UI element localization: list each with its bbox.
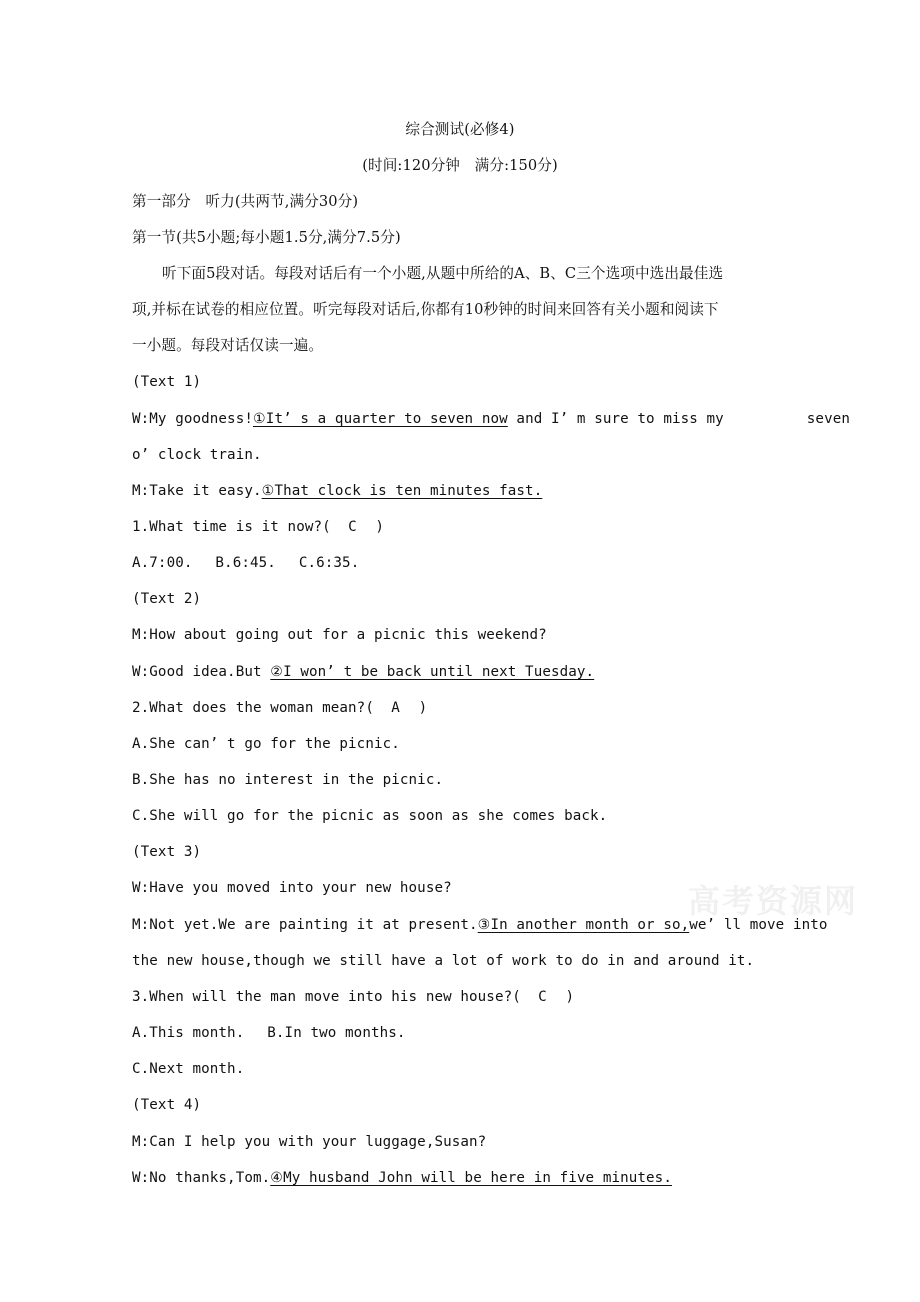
speaker-prefix: W:No thanks,Tom. — [132, 1170, 271, 1186]
question-3 — [132, 983, 850, 1011]
question-close: ) — [565, 989, 575, 1005]
question-text: 3.When will the man move into his new house?( — [132, 989, 521, 1005]
speaker-prefix: W:Good idea.But — [132, 664, 271, 680]
text-1-man-line — [132, 477, 850, 505]
answer-letter: C — [348, 519, 357, 535]
text-2-label: (Text 2) — [132, 591, 202, 607]
underlined-clue: ①That clock is ten minutes fast. — [261, 483, 543, 499]
question-1-options: A.7:00. B.6:45. C.6:35. — [132, 555, 360, 571]
page-title: 综合测试(必修4) — [405, 121, 515, 138]
question-2-option-c: C.She will go for the picnic as soon as she comes back. — [132, 808, 608, 824]
question-2-option-a: A.She can’ t go for the picnic. — [132, 736, 400, 752]
instruction-line-1: 听下面5段对话。每段对话后有一个小题,从题中所给的A、B、C三个选项中选出最佳选 — [162, 265, 724, 282]
text-3-man-line-2: the new house,though we still have a lot of work to do in and around it. — [132, 953, 755, 969]
speaker-prefix: M:Not yet.We are painting it at present. — [132, 917, 478, 933]
watermark: 高考资源网 — [688, 882, 859, 920]
question-text: 1.What time is it now?( — [132, 519, 331, 535]
dialogue-text: and I’ m sure to miss my — [507, 411, 724, 427]
question-text: 2.What does the woman mean?( — [132, 700, 374, 716]
underlined-clue: ②I won’ t be back until next Tuesday. — [270, 664, 595, 680]
dialogue-text: we’ ll move into — [689, 917, 828, 933]
answer-letter: C — [538, 989, 547, 1005]
page-subtitle: (时间:120分钟 满分:150分) — [362, 157, 558, 174]
text-3-label: (Text 3) — [132, 844, 202, 860]
question-1 — [132, 513, 850, 541]
dialogue-wrap-word: seven — [806, 411, 850, 427]
text-4-woman-line — [132, 1164, 850, 1192]
section-heading: 第一节(共5小题;每小题1.5分,满分7.5分) — [132, 229, 401, 246]
question-3-option-c: C.Next month. — [132, 1061, 245, 1077]
speaker-prefix: W:My goodness! — [132, 411, 253, 427]
answer-letter: A — [391, 700, 400, 716]
text-1-woman-line-2: o’ clock train. — [132, 447, 262, 463]
question-close: ) — [418, 700, 428, 716]
instruction-line-3: 一小题。每段对话仅读一遍。 — [132, 337, 324, 354]
text-4-man-line: M:Can I help you with your luggage,Susan? — [132, 1134, 487, 1150]
text-3-woman-line: W:Have you moved into your new house? — [132, 880, 452, 896]
underlined-clue: ③In another month or so, — [477, 917, 690, 933]
part-heading: 第一部分 听力(共两节,满分30分) — [132, 193, 359, 210]
question-3-options-ab: A.This month. B.In two months. — [132, 1025, 406, 1041]
question-close: ) — [375, 519, 385, 535]
text-2-man-line: M:How about going out for a picnic this weekend? — [132, 627, 547, 643]
speaker-prefix: M:Take it easy. — [132, 483, 262, 499]
instruction-line-2: 项,并标在试卷的相应位置。听完每段对话后,你都有10秒钟的时间来回答有关小题和阅读下 — [132, 301, 719, 318]
question-2-option-b: B.She has no interest in the picnic. — [132, 772, 444, 788]
text-1-woman-line — [132, 405, 850, 433]
question-2 — [132, 694, 850, 722]
text-2-woman-line — [132, 658, 850, 686]
text-4-label: (Text 4) — [132, 1097, 202, 1113]
underlined-clue: ①It’ s a quarter to seven now — [252, 411, 508, 427]
text-1-label: (Text 1) — [132, 374, 202, 390]
underlined-clue: ④My husband John will be here in five minutes. — [270, 1170, 672, 1186]
